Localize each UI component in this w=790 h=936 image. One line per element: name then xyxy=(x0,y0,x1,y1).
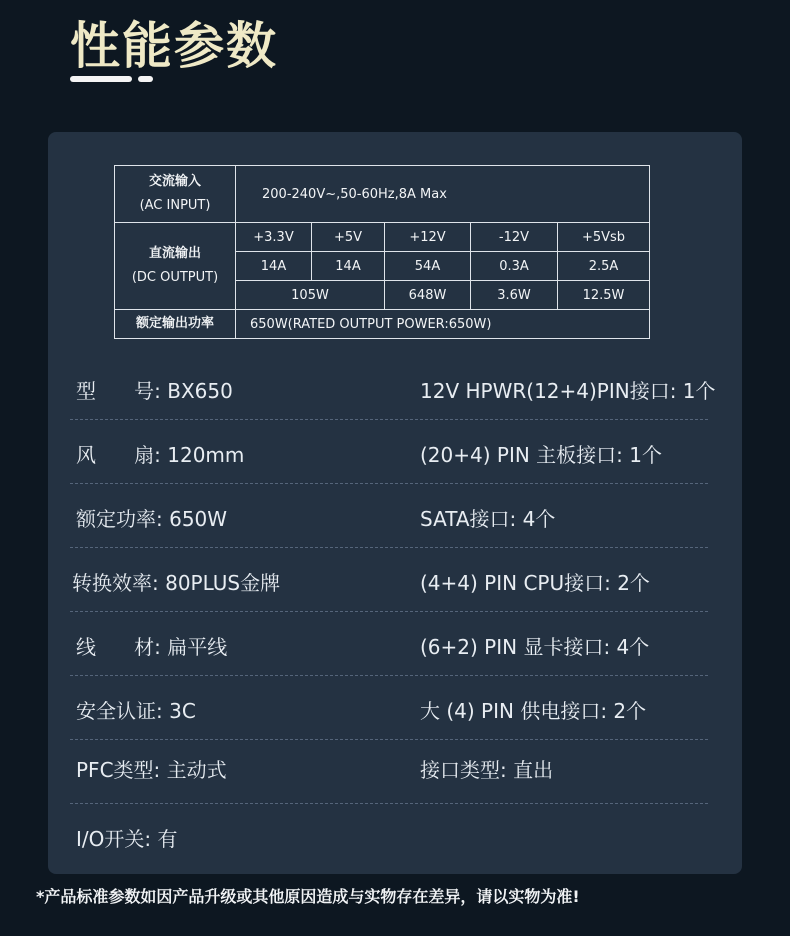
spec-right: SATA接口: 4个 xyxy=(420,507,556,531)
rated-power-row xyxy=(115,310,650,339)
rated-power-value: 650W(RATED OUTPUT POWER:650W) xyxy=(236,310,650,339)
power-spec-table xyxy=(114,165,650,339)
spec-right: (4+4) PIN CPU接口: 2个 xyxy=(420,571,650,595)
spec-row xyxy=(70,484,708,548)
spec-panel xyxy=(48,132,742,874)
dc-output-label-en: (DC OUTPUT) xyxy=(131,270,219,285)
spec-left: 风 扇: 120mm xyxy=(76,443,245,467)
rail-current: 2.5A xyxy=(558,252,650,281)
rail-power: 3.6W xyxy=(471,281,558,310)
rail-power: 648W xyxy=(385,281,471,310)
spec-list xyxy=(70,356,716,867)
spec-row xyxy=(70,420,708,484)
spec-left: 线 材: 扁平线 xyxy=(76,635,228,659)
rail-current: 54A xyxy=(385,252,471,281)
rail-power: 12.5W xyxy=(558,281,650,310)
rail-current: 14A xyxy=(312,252,385,281)
page-title: 性能参数 xyxy=(70,17,278,75)
spec-row xyxy=(70,356,716,420)
spec-left: PFC类型: 主动式 xyxy=(76,758,227,782)
title-underline-short xyxy=(138,76,153,82)
rail-power: 105W xyxy=(236,281,385,310)
ac-input-row xyxy=(115,166,650,223)
rail-voltage: +12V xyxy=(385,223,471,252)
rail-voltage: +3.3V xyxy=(236,223,312,252)
rail-voltage: -12V xyxy=(471,223,558,252)
ac-input-label xyxy=(115,166,236,223)
spec-left: 安全认证: 3C xyxy=(76,699,196,723)
spec-right: (6+2) PIN 显卡接口: 4个 xyxy=(420,635,650,659)
spec-left: 额定功率: 650W xyxy=(76,507,228,531)
spec-right: 接口类型: 直出 xyxy=(420,758,554,782)
rated-power-label: 额定输出功率 xyxy=(115,310,236,339)
spec-row xyxy=(70,676,708,740)
spec-right: 12V HPWR(12+4)PIN接口: 1个 xyxy=(420,379,716,403)
dc-output-label xyxy=(115,223,236,310)
ac-input-label-en: (AC INPUT) xyxy=(139,198,211,213)
spec-left: I/O开关: 有 xyxy=(76,827,178,851)
disclaimer-footnote: *产品标准参数如因产品升级或其他原因造成与实物存在差异，请以实物为准! xyxy=(36,887,580,906)
spec-row xyxy=(70,548,708,612)
rail-voltage: +5V xyxy=(312,223,385,252)
spec-row xyxy=(70,740,708,804)
ac-input-value xyxy=(236,166,650,223)
rail-voltage: +5Vsb xyxy=(558,223,650,252)
rail-current: 0.3A xyxy=(471,252,558,281)
title-underline-long xyxy=(70,76,132,82)
ac-input-label-cn: 交流输入 xyxy=(148,174,201,189)
spec-left: 型 号: BX650 xyxy=(76,379,233,403)
spec-row xyxy=(70,804,708,867)
rail-current: 14A xyxy=(236,252,312,281)
spec-right: (20+4) PIN 主板接口: 1个 xyxy=(420,443,662,467)
dc-rail-row xyxy=(115,223,650,252)
ac-input-value-text: 200-240V~,50-60Hz,8A Max xyxy=(262,186,447,202)
spec-row xyxy=(70,612,708,676)
spec-left: 转换效率: 80PLUS金牌 xyxy=(72,571,281,595)
spec-right: 大 (4) PIN 供电接口: 2个 xyxy=(420,699,647,723)
dc-output-label-cn: 直流输出 xyxy=(148,246,201,261)
